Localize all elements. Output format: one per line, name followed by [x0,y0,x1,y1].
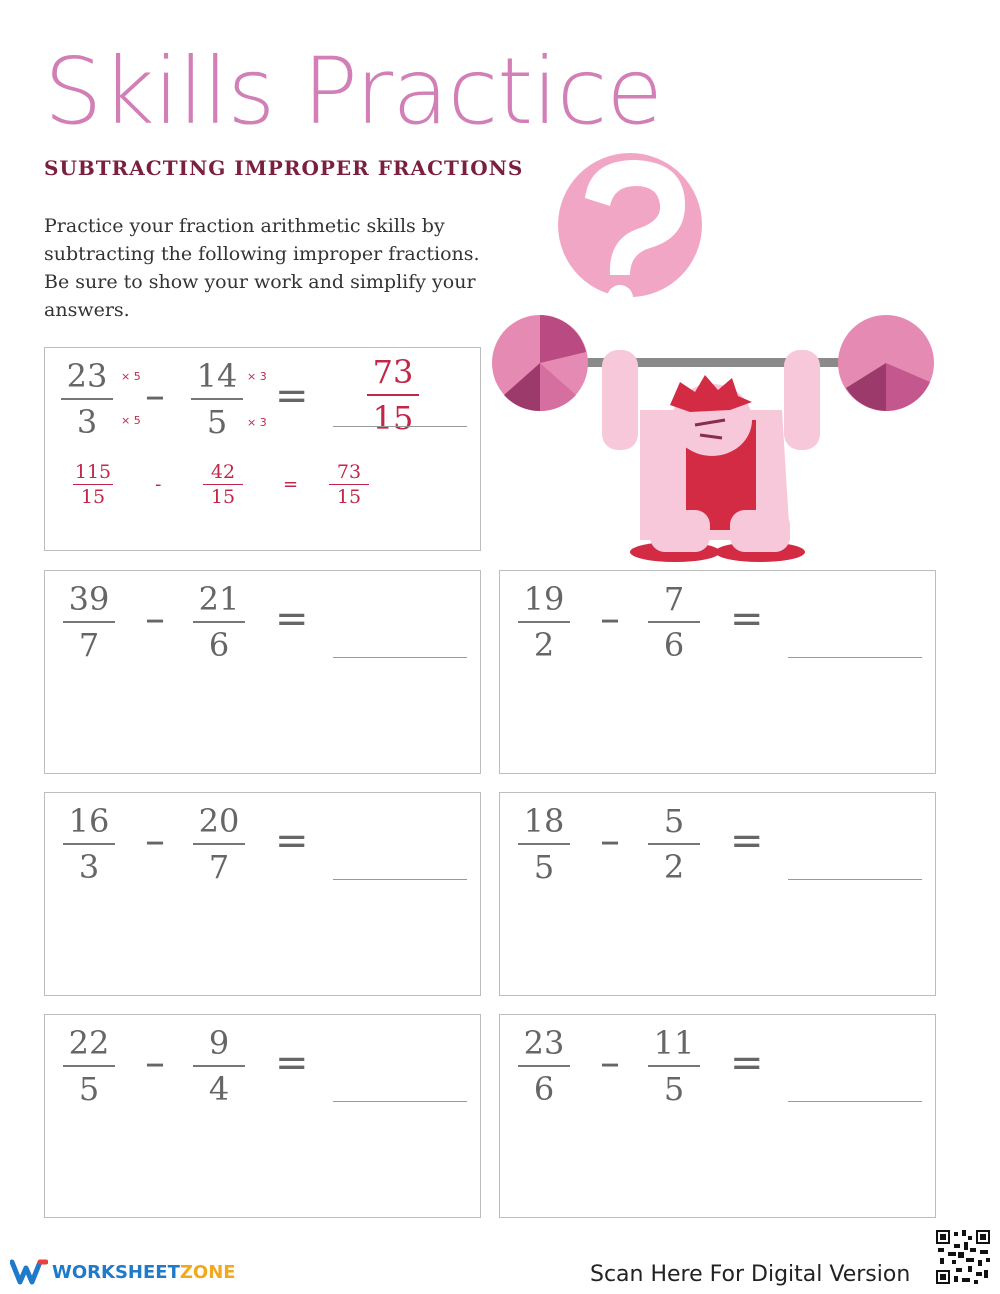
problem-3-fraction-a: $\frac{16}{3}$ [63,801,115,887]
example-work-a: $\frac{115}{15}$ [74,461,112,508]
example-multiplier-b-bottom: × 3 [247,416,267,429]
page-subtitle: SUBTRACTING IMPROPER FRACTIONS [44,156,524,180]
brand-worksheet: WORKSHEET [52,1261,180,1283]
problem-4-equals: = [730,818,764,864]
qr-code-icon[interactable] [934,1228,992,1286]
problem-4-minus: – [600,818,620,864]
problem-5-fraction-b: $\frac{9}{4}$ [193,1023,245,1109]
example-problem-box [44,347,481,551]
problem-4-fraction-a: $\frac{18}{5}$ [518,801,570,887]
problem-5-answer-line[interactable] [333,1101,467,1102]
problem-6-equals: = [730,1040,764,1086]
example-fraction-b: $\frac{14}{5}$ [191,356,243,442]
problem-2-fraction-b: $\frac{7}{6}$ [648,579,700,665]
problem-4-fraction-b: $\frac{5}{2}$ [648,801,700,887]
example-multiplier-b-top: × 3 [247,370,267,383]
problem-6-answer-line[interactable] [788,1101,922,1102]
problem-6-minus: – [600,1040,620,1086]
problem-2-minus: – [600,596,620,642]
problem-box-5[interactable] [44,1014,481,1218]
problem-3-fraction-b: $\frac{20}{7}$ [193,801,245,887]
problem-3-minus: – [145,818,165,864]
problem-1-minus: – [145,596,165,642]
problem-5-minus: – [145,1040,165,1086]
scan-instruction: Scan Here For Digital Version [590,1262,911,1287]
problem-2-equals: = [730,596,764,642]
example-work-b: $\frac{42}{15}$ [203,460,243,509]
problem-box-3[interactable] [44,792,481,996]
problem-2-fraction-a: $\frac{19}{2}$ [518,579,570,665]
problem-6-fraction-a: $\frac{23}{6}$ [518,1023,570,1109]
problem-1-fraction-a: $\frac{39}{7}$ [63,579,115,665]
problem-3-answer-line[interactable] [333,879,467,880]
problem-1-fraction-b: $\frac{21}{6}$ [193,579,245,665]
problem-1-equals: = [275,596,309,642]
problem-3-equals: = [275,818,309,864]
problem-5-fraction-a: $\frac{22}{5}$ [63,1023,115,1109]
brand-zone: ZONE [179,1261,236,1283]
problem-box-4[interactable] [499,792,936,996]
problem-box-2[interactable] [499,570,936,774]
problem-5-equals: = [275,1040,309,1086]
problem-box-6[interactable] [499,1014,936,1218]
example-answer-line [333,426,467,427]
example-multiplier-a-top: × 5 [121,370,141,383]
example-work-minus: - [155,474,162,495]
worksheetzone-logo[interactable] [10,1258,236,1286]
example-fraction-a: $\frac{23}{3}$ [61,356,113,442]
problem-1-answer-line[interactable] [333,657,467,658]
example-multiplier-a-bottom: × 5 [121,414,141,427]
example-work-answer: $\frac{73}{15}$ [329,460,369,509]
problem-2-answer-line[interactable] [788,657,922,658]
problem-4-answer-line[interactable] [788,879,922,880]
worksheetzone-logo-icon [10,1258,48,1286]
example-work-equals: = [283,474,299,495]
weightlifter-illustration [490,120,940,565]
problem-box-1[interactable] [44,570,481,774]
example-answer: $\frac{73}{15}$ [367,352,419,438]
example-equals: = [275,373,309,419]
instructions: Practice your fraction arithmetic skills by subtracting the following improper fractions. Be sure to show your work and simplify your answers. [44,215,480,321]
page-title: Skills Practice [44,38,662,145]
problem-6-fraction-b: $\frac{11}{5}$ [648,1023,700,1109]
example-minus: – [145,373,165,419]
